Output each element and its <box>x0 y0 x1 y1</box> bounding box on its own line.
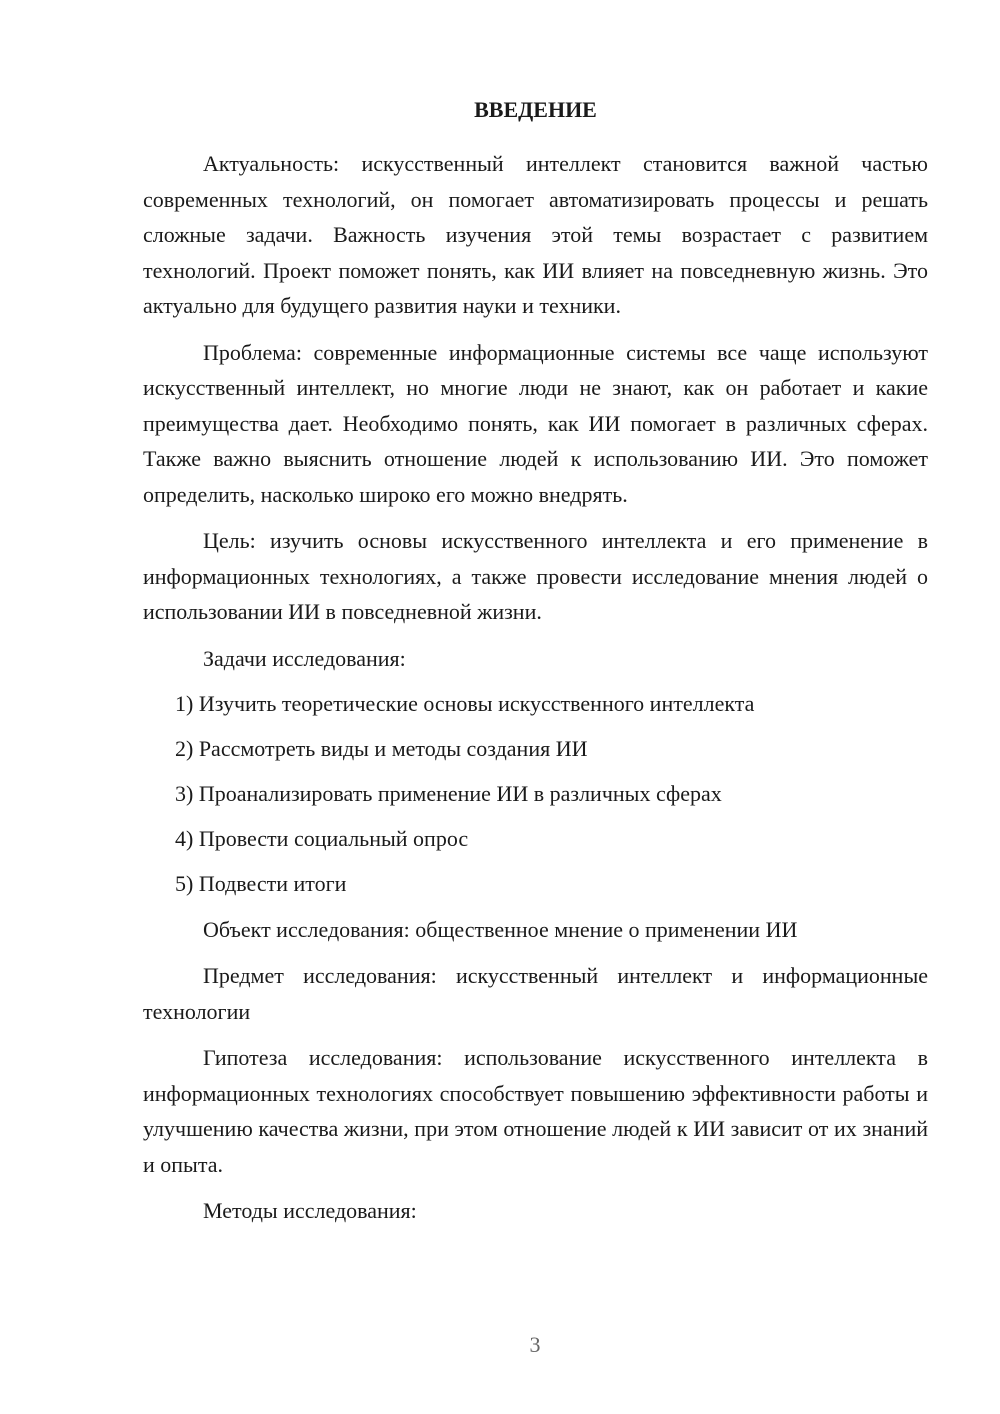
problem-paragraph: Проблема: современные информационные системы все чаще используют искусственный интеллект, но многие люди не знают, как он работает и какие преимущества дает. Необходимо понять, как ИИ помогает в различных сферах. Также важно выяснить отношение людей к использованию ИИ. Это поможет определить, насколько широко его можно внедрять. <box>143 339 928 507</box>
relevance-paragraph: Актуальность: искусственный интеллект становится важной частью современных технологий, он помогает автоматизировать процессы и решать сложные задачи. Важность изучения этой темы возрастает с развитием технологий. Проект поможет понять, как ИИ влияет на повседневную жизнь. Это актуально для будущего развития науки и техники. <box>143 151 928 318</box>
task-item: 2) Рассмотреть виды и методы создания ИИ <box>175 736 588 761</box>
hypothesis-paragraph: Гипотеза исследования: использование искусственного интеллекта в информационных технологиях способствует повышению эффективности работы и улучшению качества жизни, при этом отношение людей к ИИ зависит от их знаний и опыта. <box>143 1045 928 1177</box>
methods-paragraph: Методы исследования: <box>203 1198 417 1223</box>
tasks-heading: Задачи исследования: <box>203 645 406 671</box>
page-number: 3 <box>529 1332 541 1357</box>
page-content <box>143 92 928 1240</box>
section-heading: ВВЕДЕНИЕ <box>474 97 597 122</box>
goal-paragraph: Цель: изучить основы искусственного интеллекта и его применение в информационных технологиях, а также провести исследование мнения людей о использовании ИИ в повседневной жизни. <box>143 528 928 624</box>
task-item: 1) Изучить теоретические основы искусственного интеллекта <box>175 691 755 716</box>
object-paragraph: Объект исследования: общественное мнение о применении ИИ <box>203 916 798 942</box>
task-item: 5) Подвести итоги <box>175 871 347 896</box>
subject-paragraph: Предмет исследования: искусственный интеллект и информационные технологии <box>143 963 928 1024</box>
task-item: 4) Провести социальный опрос <box>175 826 469 851</box>
task-item: 3) Проанализировать применение ИИ в различных сферах <box>175 781 722 806</box>
tasks-list <box>143 686 928 902</box>
